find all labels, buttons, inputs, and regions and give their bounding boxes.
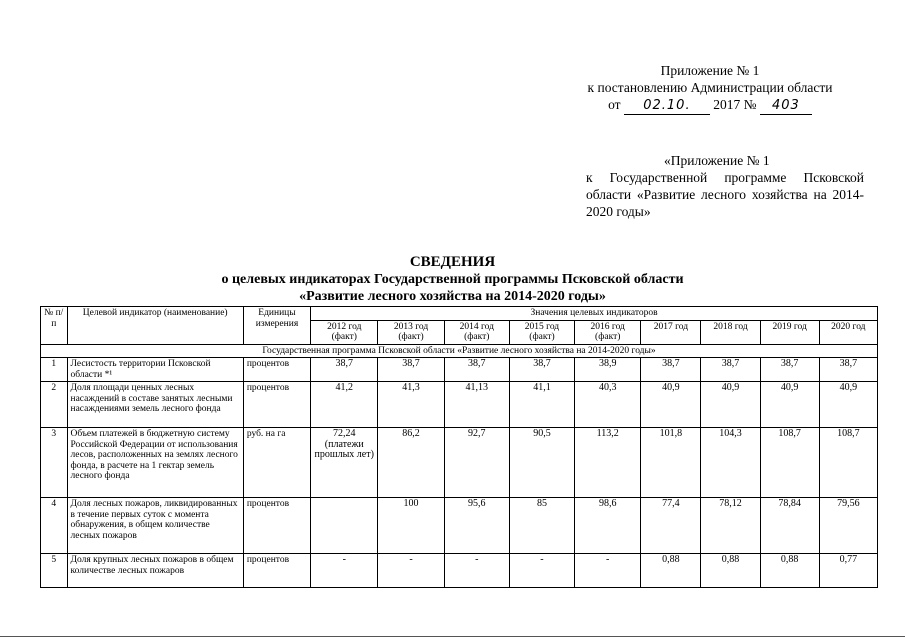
row-value: 85 [509,498,574,554]
row-value: 38,7 [819,358,877,382]
row-value: 38,7 [509,358,574,382]
row-unit: руб. на га [243,428,310,498]
row-num: 5 [41,554,68,588]
row-value: 38,7 [760,358,819,382]
row-num: 1 [41,358,68,382]
title-line-2: о целевых индикаторах Государственной программы Псковской области [221,272,684,287]
header-values: Значения целевых индикаторов [311,307,878,321]
header-year: 2017 год [641,320,701,344]
row-value: 108,7 [760,428,819,498]
row-value: - [378,554,444,588]
row-value: 40,9 [701,382,760,428]
annex-2-title: «Приложение № 1 [664,153,770,168]
title-heading: СВЕДЕНИЯ [409,254,496,270]
table-row [41,498,878,554]
handwritten-date: 02.10. [624,97,710,115]
title-line-3: «Развитие лесного хозяйства на 2014-2020 годы» [299,289,606,304]
document-title [0,254,905,305]
row-value: 104,3 [701,428,760,498]
header-row-1 [41,307,878,321]
row-indicator: Доля площади ценных лесных насаждений в составе занятых лесными насаждениями земель лесного фонда [67,382,243,428]
row-value: 0,88 [701,554,760,588]
row-value: 41,13 [444,382,509,428]
from-label: от [608,97,621,112]
header-year: 2013 год (факт) [378,320,444,344]
row-value: - [444,554,509,588]
row-value: 108,7 [819,428,877,498]
annex-2-block [586,152,864,220]
row-value: 0,88 [641,554,701,588]
row-value: - [311,554,378,588]
header-year: 2015 год (факт) [509,320,574,344]
row-value: 98,6 [575,498,641,554]
row-value: 79,56 [819,498,877,554]
row-indicator: Доля лесных пожаров, ликвидированных в течение первых суток с момента обнаружения, в общем количестве лесных пожаров [67,498,243,554]
handwritten-number: 403 [760,97,812,115]
row-num: 4 [41,498,68,554]
table-row [41,382,878,428]
row-value: 113,2 [575,428,641,498]
header-year: 2018 год [701,320,760,344]
row-value: 78,12 [701,498,760,554]
section-title: Государственная программа Псковской области «Развитие лесного хозяйства на 2014-2020 годы» [41,344,878,358]
row-value: 86,2 [378,428,444,498]
row-value: 40,9 [819,382,877,428]
year-label: 2017 № [713,97,757,112]
annex-1-title: Приложение № 1 [660,63,760,78]
row-value: - [509,554,574,588]
row-unit: процентов [243,382,310,428]
row-value: 78,84 [760,498,819,554]
row-value: 41,3 [378,382,444,428]
row-value: - [575,554,641,588]
row-value: 38,7 [311,358,378,382]
row-num: 3 [41,428,68,498]
row-unit: процентов [243,358,310,382]
annex-1-block [560,62,860,115]
row-value [311,498,378,554]
row-value: 38,7 [444,358,509,382]
row-value: 90,5 [509,428,574,498]
indicators-table [40,306,878,588]
row-value: 41,1 [509,382,574,428]
row-indicator: Объем платежей в бюджетную систему Российской Федерации от использования лесов, расположенных на землях лесного фонда, в расчете на 1 гектар земель лесного фонда [67,428,243,498]
annex-1-subtitle: к постановлению Администрации области [587,80,833,95]
row-num: 2 [41,382,68,428]
header-num: № п/п [41,307,68,345]
row-value: 0,77 [819,554,877,588]
row-value: 0,88 [760,554,819,588]
row-value: 40,9 [641,382,701,428]
table-row [41,554,878,588]
scan-edge-line [0,636,905,637]
row-value: 92,7 [444,428,509,498]
header-year: 2020 год [819,320,877,344]
header-unit: Единицы измерения [243,307,310,345]
row-value: 101,8 [641,428,701,498]
header-year: 2016 год (факт) [575,320,641,344]
header-year: 2019 год [760,320,819,344]
section-row [41,344,878,358]
row-value: 38,7 [641,358,701,382]
row-indicator: Лесистость территории Псковской области *¹ [67,358,243,382]
row-value: 40,9 [760,382,819,428]
table-row [41,358,878,382]
row-value: 38,7 [701,358,760,382]
row-indicator: Доля крупных лесных пожаров в общем количестве лесных пожаров [67,554,243,588]
row-value: 95,6 [444,498,509,554]
header-year: 2012 год (факт) [311,320,378,344]
annex-1-date-line [560,96,860,115]
row-unit: процентов [243,498,310,554]
row-unit: процентов [243,554,310,588]
annex-2-text: к Государственной программе Псковской области «Развитие лесного хозяйства на 2014-2020 годы» [586,170,864,219]
row-value: 41,2 [311,382,378,428]
row-value: 40,3 [575,382,641,428]
row-value: 72,24 (платежи прошлых лет) [311,428,378,498]
row-value: 100 [378,498,444,554]
row-value: 38,9 [575,358,641,382]
header-year: 2014 год (факт) [444,320,509,344]
row-value: 38,7 [378,358,444,382]
header-indicator: Целевой индикатор (наименование) [67,307,243,345]
row-value: 77,4 [641,498,701,554]
table-row [41,428,878,498]
